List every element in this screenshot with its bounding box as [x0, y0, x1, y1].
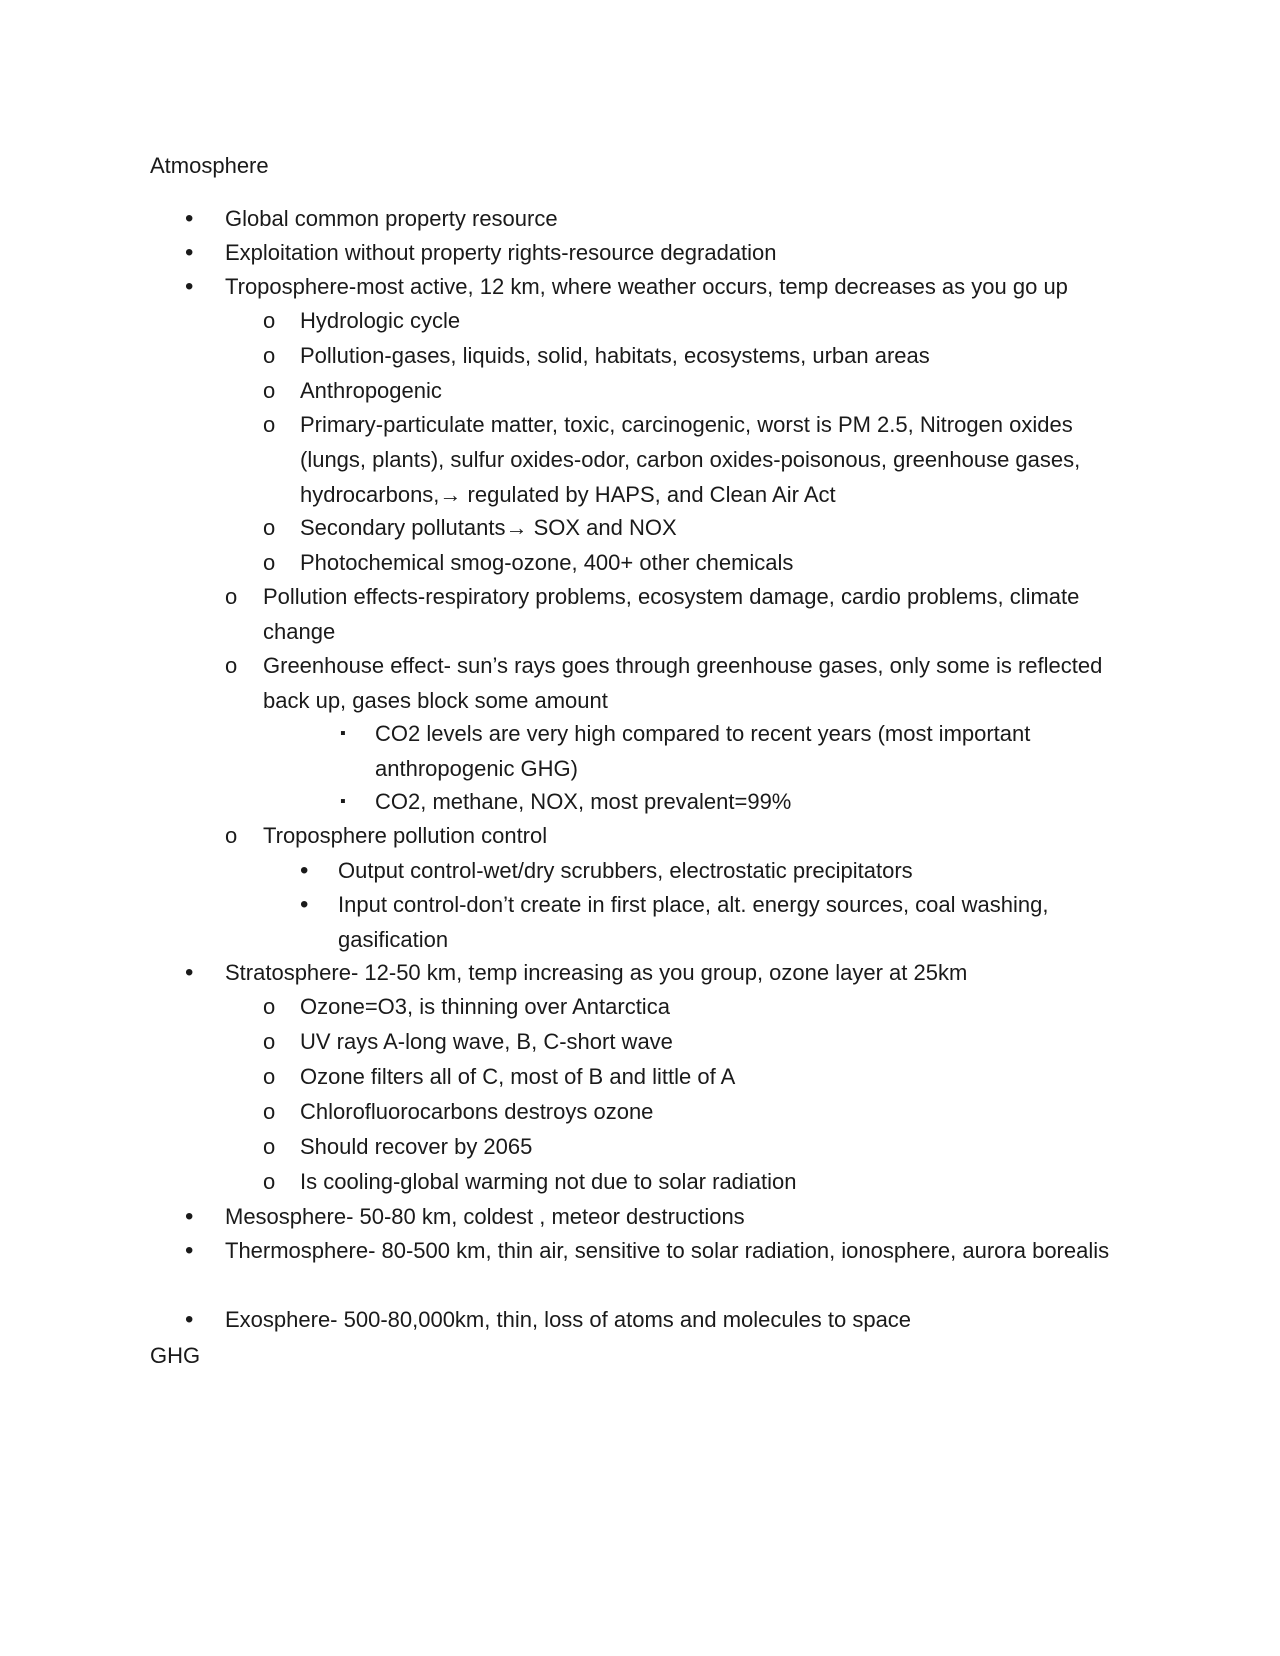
bullet-icon: •: [300, 891, 309, 918]
list-item: [185, 1302, 1125, 1337]
square-bullet-icon: ▪: [340, 793, 346, 810]
circle-bullet-icon: o: [263, 412, 276, 437]
circle-bullet-icon: o: [263, 515, 276, 540]
list-item: [263, 338, 1125, 373]
list-item: [263, 545, 1125, 580]
list-item-text: CO2, methane, NOX, most prevalent=99%: [375, 789, 792, 814]
list-item: [185, 269, 1125, 304]
circle-bullet-icon: o: [263, 1169, 276, 1194]
list-item: [263, 989, 1125, 1024]
list-item-text: Should recover by 2065: [300, 1134, 533, 1159]
bullet-icon: •: [185, 1306, 194, 1333]
bullet-icon: •: [185, 205, 194, 232]
circle-bullet-icon: o: [225, 584, 238, 609]
circle-bullet-icon: o: [263, 343, 276, 368]
list-item-text: Exosphere- 500-80,000km, thin, loss of atoms and molecules to space: [225, 1307, 912, 1332]
circle-bullet-icon: o: [263, 1099, 276, 1124]
list-item: [263, 1094, 1125, 1129]
list-item: [225, 818, 1125, 853]
list-item: [263, 303, 1125, 338]
circle-bullet-icon: o: [263, 1064, 276, 1089]
list-item: [340, 784, 1125, 819]
ghg-heading: GHG: [150, 1343, 201, 1368]
list-item-text: Photochemical smog-ozone, 400+ other chemicals: [300, 550, 794, 575]
list-item: [185, 1233, 1125, 1268]
list-item: [185, 955, 1125, 990]
list-item-text: UV rays A-long wave, B, C-short wave: [300, 1029, 673, 1054]
list-item-text: Global common property resource: [225, 206, 558, 231]
list-item: [300, 853, 1125, 888]
list-item-text: CO2 levels are very high compared to recent years (most important anthropogenic GHG): [375, 721, 1031, 781]
bullet-icon: •: [300, 857, 309, 884]
list-item-text: Pollution effects-respiratory problems, ecosystem damage, cardio problems, climate change: [263, 584, 1080, 644]
list-item: [185, 201, 1125, 236]
list-item: [263, 1164, 1125, 1199]
list-item-text: Troposphere pollution control: [263, 823, 548, 848]
list-item-text: Chlorofluorocarbons destroys ozone: [300, 1099, 654, 1124]
circle-bullet-icon: o: [263, 1134, 276, 1159]
list-item-text: Mesosphere- 50-80 km, coldest , meteor destructions: [225, 1204, 745, 1229]
document-title: Atmosphere: [150, 153, 269, 178]
list-item-text: Is cooling-global warming not due to solar radiation: [300, 1169, 797, 1194]
list-item-text: Input control-don’t create in first place, alt. energy sources, coal washing, gasification: [338, 892, 1049, 952]
circle-bullet-icon: o: [225, 653, 238, 678]
circle-bullet-icon: o: [263, 308, 276, 333]
list-item: [340, 716, 1125, 786]
circle-bullet-icon: o: [263, 1029, 276, 1054]
list-item-text: Ozone=O3, is thinning over Antarctica: [300, 994, 670, 1019]
list-item: [263, 407, 1125, 512]
list-item: [225, 648, 1125, 718]
list-item-text: Greenhouse effect- sun’s rays goes through greenhouse gases, only some is reflected back up, gases block some amount: [263, 653, 1103, 713]
circle-bullet-icon: o: [225, 823, 238, 848]
bullet-icon: •: [185, 959, 194, 986]
list-item: [225, 579, 1125, 649]
list-item: [263, 510, 1125, 545]
list-item: [185, 235, 1125, 270]
list-item-text: Anthropogenic: [300, 378, 442, 403]
list-item: [300, 887, 1125, 957]
list-item: [263, 1059, 1125, 1094]
square-bullet-icon: ▪: [340, 725, 346, 742]
list-item-text: Secondary pollutants→ SOX and NOX: [300, 515, 677, 540]
list-item: [263, 373, 1125, 408]
list-item-text: Stratosphere- 12-50 km, temp increasing as you group, ozone layer at 25km: [225, 960, 968, 985]
list-item-text: Thermosphere- 80-500 km, thin air, sensitive to solar radiation, ionosphere, aurora borealis: [225, 1238, 1110, 1263]
circle-bullet-icon: o: [263, 994, 276, 1019]
list-item: [263, 1024, 1125, 1059]
bullet-icon: •: [185, 239, 194, 266]
bullet-icon: •: [185, 273, 194, 300]
circle-bullet-icon: o: [263, 378, 276, 403]
bullet-icon: •: [185, 1203, 194, 1230]
circle-bullet-icon: o: [263, 550, 276, 575]
list-item-text: Troposphere-most active, 12 km, where weather occurs, temp decreases as you go up: [225, 274, 1068, 299]
list-item-text: Pollution-gases, liquids, solid, habitats, ecosystems, urban areas: [300, 343, 930, 368]
list-item-text: Exploitation without property rights-resource degradation: [225, 240, 777, 265]
list-item: [185, 1199, 1125, 1234]
bullet-icon: •: [185, 1237, 194, 1264]
list-item: [263, 1129, 1125, 1164]
list-item-text: Output control-wet/dry scrubbers, electrostatic precipitators: [338, 858, 913, 883]
list-item-text: Primary-particulate matter, toxic, carcinogenic, worst is PM 2.5, Nitrogen oxides (lungs, plants), sulfur oxides-odor, carbon oxides-poisonous, greenhouse gases, hydrocarbons,→ regulated by HAPS, and Clean Air Act: [300, 412, 1081, 507]
list-item-text: Ozone filters all of C, most of B and little of A: [300, 1064, 736, 1089]
list-item-text: Hydrologic cycle: [300, 308, 461, 333]
